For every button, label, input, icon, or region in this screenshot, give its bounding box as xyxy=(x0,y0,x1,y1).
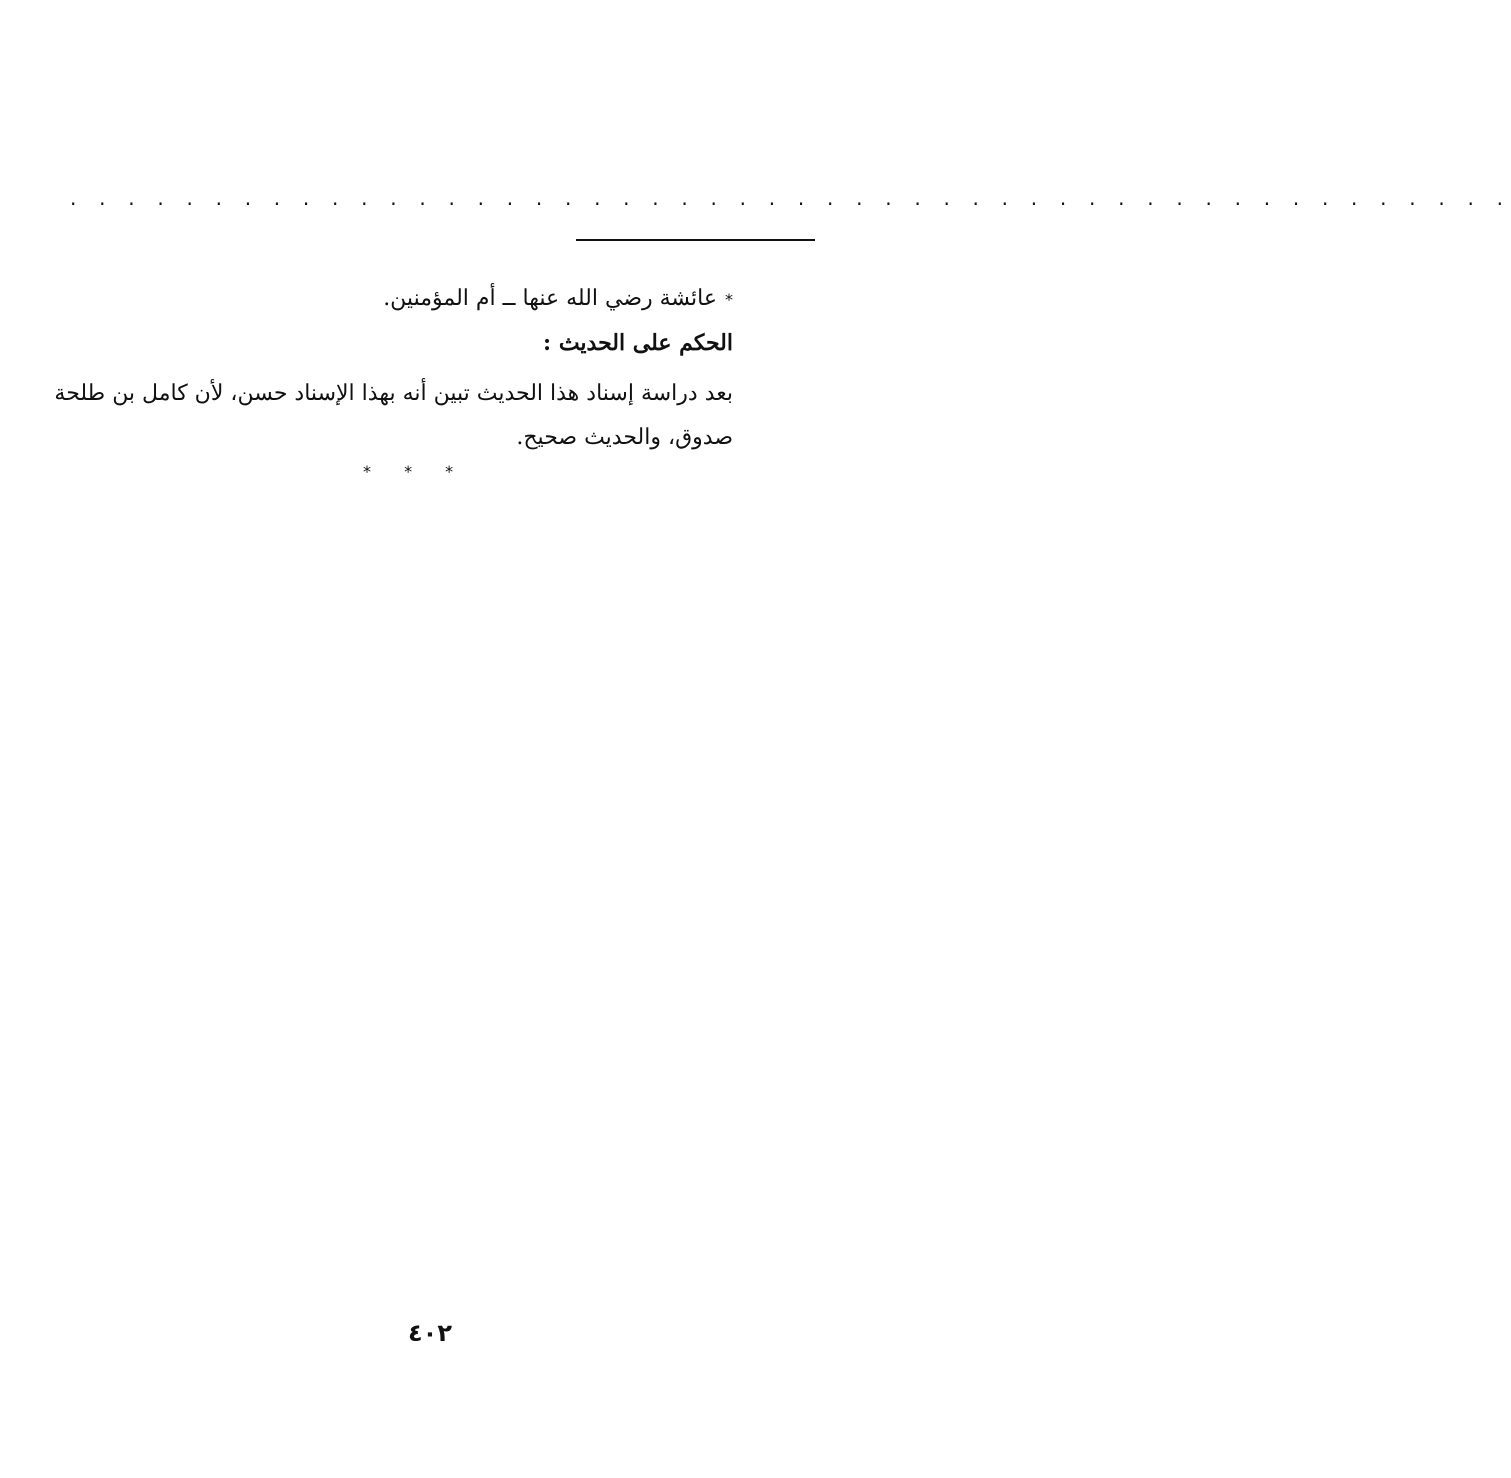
dotted-separator: . . . . . . . . . . . . . . . . . . . . . . . . . . . . . . . . . . . . . . . . . . . . . . . . . . xyxy=(70,186,1511,210)
ruling-heading: الحكم على الحديث : xyxy=(543,330,733,356)
footnote-rule xyxy=(576,239,815,241)
page-number: ٤٠٢ xyxy=(408,1319,452,1347)
ruling-line-2: صدوق، والحديث صحيح. xyxy=(516,425,733,450)
star-bullet-icon: * xyxy=(725,290,733,309)
narrator-text: عائشة رضي الله عنها ــ أم المؤمنين. xyxy=(383,286,717,311)
ruling-line-1: بعد دراسة إسناد هذا الحديث تبين أنه بهذا الإسناد حسن، لأن كامل بن طلحة xyxy=(54,381,733,406)
ruling-paragraph xyxy=(54,372,733,460)
section-end-stars: * * * xyxy=(363,462,468,481)
narrator-line xyxy=(383,284,733,315)
